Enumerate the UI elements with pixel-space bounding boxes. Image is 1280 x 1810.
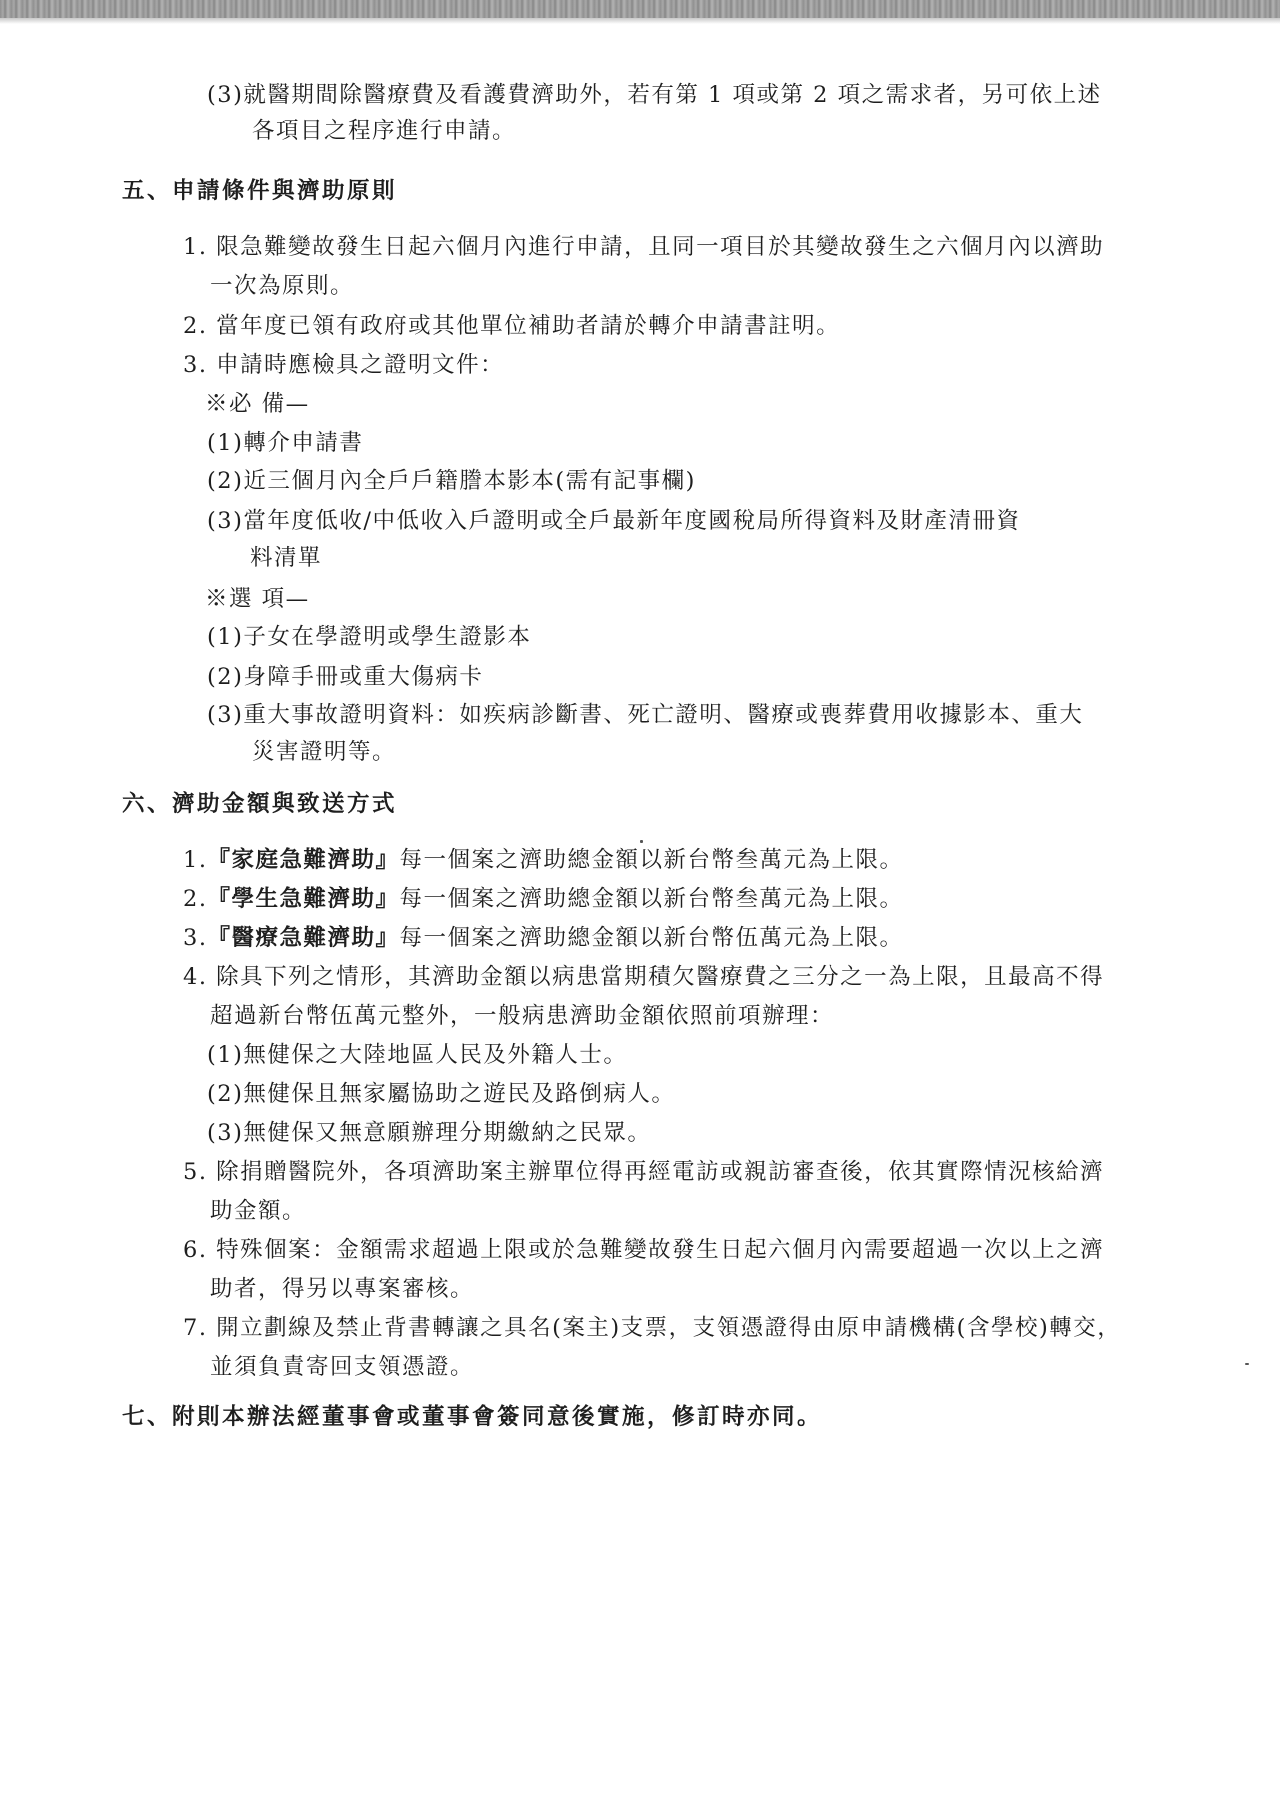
program-name: 『學生急難濟助』 — [207, 886, 400, 912]
text-line: (3)無健保又無意願辦理分期繳納之民眾。 — [207, 1120, 652, 1146]
item-text: 每一個案之濟助總金額以新台幣叁萬元為上限。 — [399, 847, 904, 873]
section-heading-7: 七、附則本辦法經董事會或董事會簽同意後實施，修訂時亦同。 — [122, 1404, 823, 1430]
text-line: (1)子女在學證明或學生證影本 — [207, 624, 532, 650]
text-line: 超過新台幣伍萬元整外，一般病患濟助金額依照前項辦理： — [210, 1003, 835, 1029]
text-line: (3)重大事故證明資料：如疾病診斷書、死亡證明、醫療或喪葬費用收據影本、重大 — [207, 702, 1084, 728]
text-line: 災害證明等。 — [252, 739, 397, 765]
text-line: 各項目之程序進行申請。 — [252, 118, 517, 144]
text-line: 一次為原則。 — [210, 273, 355, 299]
text-line: (2)無健保且無家屬協助之遊民及路倒病人。 — [207, 1081, 676, 1107]
scan-speck — [640, 840, 643, 843]
text-line: (1)轉介申請書 — [207, 430, 364, 456]
item-number: 2. — [183, 886, 208, 912]
text-line: 助金額。 — [210, 1198, 307, 1224]
text-line: (1)無健保之大陸地區人民及外籍人士。 — [207, 1042, 628, 1068]
text-line: (2)身障手冊或重大傷病卡 — [207, 664, 484, 690]
scan-edge — [0, 0, 1280, 18]
text-line: 助者，得另以專案審核。 — [210, 1276, 475, 1302]
program-name: 『醫療急難濟助』 — [207, 925, 400, 951]
item-text: 每一個案之濟助總金額以新台幣叁萬元為上限。 — [399, 886, 904, 912]
item-number: 3. — [183, 925, 208, 951]
item-text: 每一個案之濟助總金額以新台幣伍萬元為上限。 — [399, 925, 904, 951]
scan-speck — [1245, 1363, 1249, 1365]
text-line: 6. 特殊個案：金額需求超過上限或於急難變故發生日起六個月內需要超過一次以上之濟 — [183, 1237, 1105, 1263]
program-name: 『家庭急難濟助』 — [207, 847, 400, 873]
text-line: ※必 備— — [205, 391, 310, 417]
text-line: 7. 開立劃線及禁止背書轉讓之具名(案主)支票，支領憑證得由原申請機構(含學校)轉交， — [183, 1315, 1122, 1341]
text-line: ※選 項— — [205, 586, 310, 612]
text-line: 3. 申請時應檢具之證明文件： — [183, 352, 505, 378]
scan-edge-shadow — [0, 18, 1280, 24]
text-line: 並須負責寄回支領憑證。 — [210, 1354, 475, 1380]
text-line: (2)近三個月內全戶戶籍謄本影本(需有記事欄) — [207, 468, 696, 494]
text-line — [183, 923, 904, 953]
section-heading-5: 五、申請條件與濟助原則 — [122, 178, 398, 204]
text-line: 1. 限急難變故發生日起六個月內進行申請，且同一項目於其變故發生之六個月內以濟助 — [183, 234, 1105, 260]
text-line — [183, 884, 904, 914]
section-heading-6: 六、濟助金額與致送方式 — [122, 791, 398, 817]
text-line: 4. 除具下列之情形，其濟助金額以病患當期積欠醫療費之三分之一為上限，且最高不得 — [183, 964, 1105, 990]
text-line: 2. 當年度已領有政府或其他單位補助者請於轉介申請書註明。 — [183, 313, 841, 339]
item-number: 1. — [183, 847, 208, 873]
text-line: (3)當年度低收/中低收入戶證明或全戶最新年度國稅局所得資料及財產清冊資 — [207, 508, 1021, 534]
text-line: 料清單 — [250, 545, 323, 571]
text-line — [183, 845, 904, 875]
text-line: 5. 除捐贈醫院外，各項濟助案主辦單位得再經電訪或親訪審查後，依其實際情況核給濟 — [183, 1159, 1105, 1185]
text-line: (3)就醫期間除醫療費及看護費濟助外，若有第 1 項或第 2 項之需求者，另可依上述 — [207, 82, 1102, 108]
